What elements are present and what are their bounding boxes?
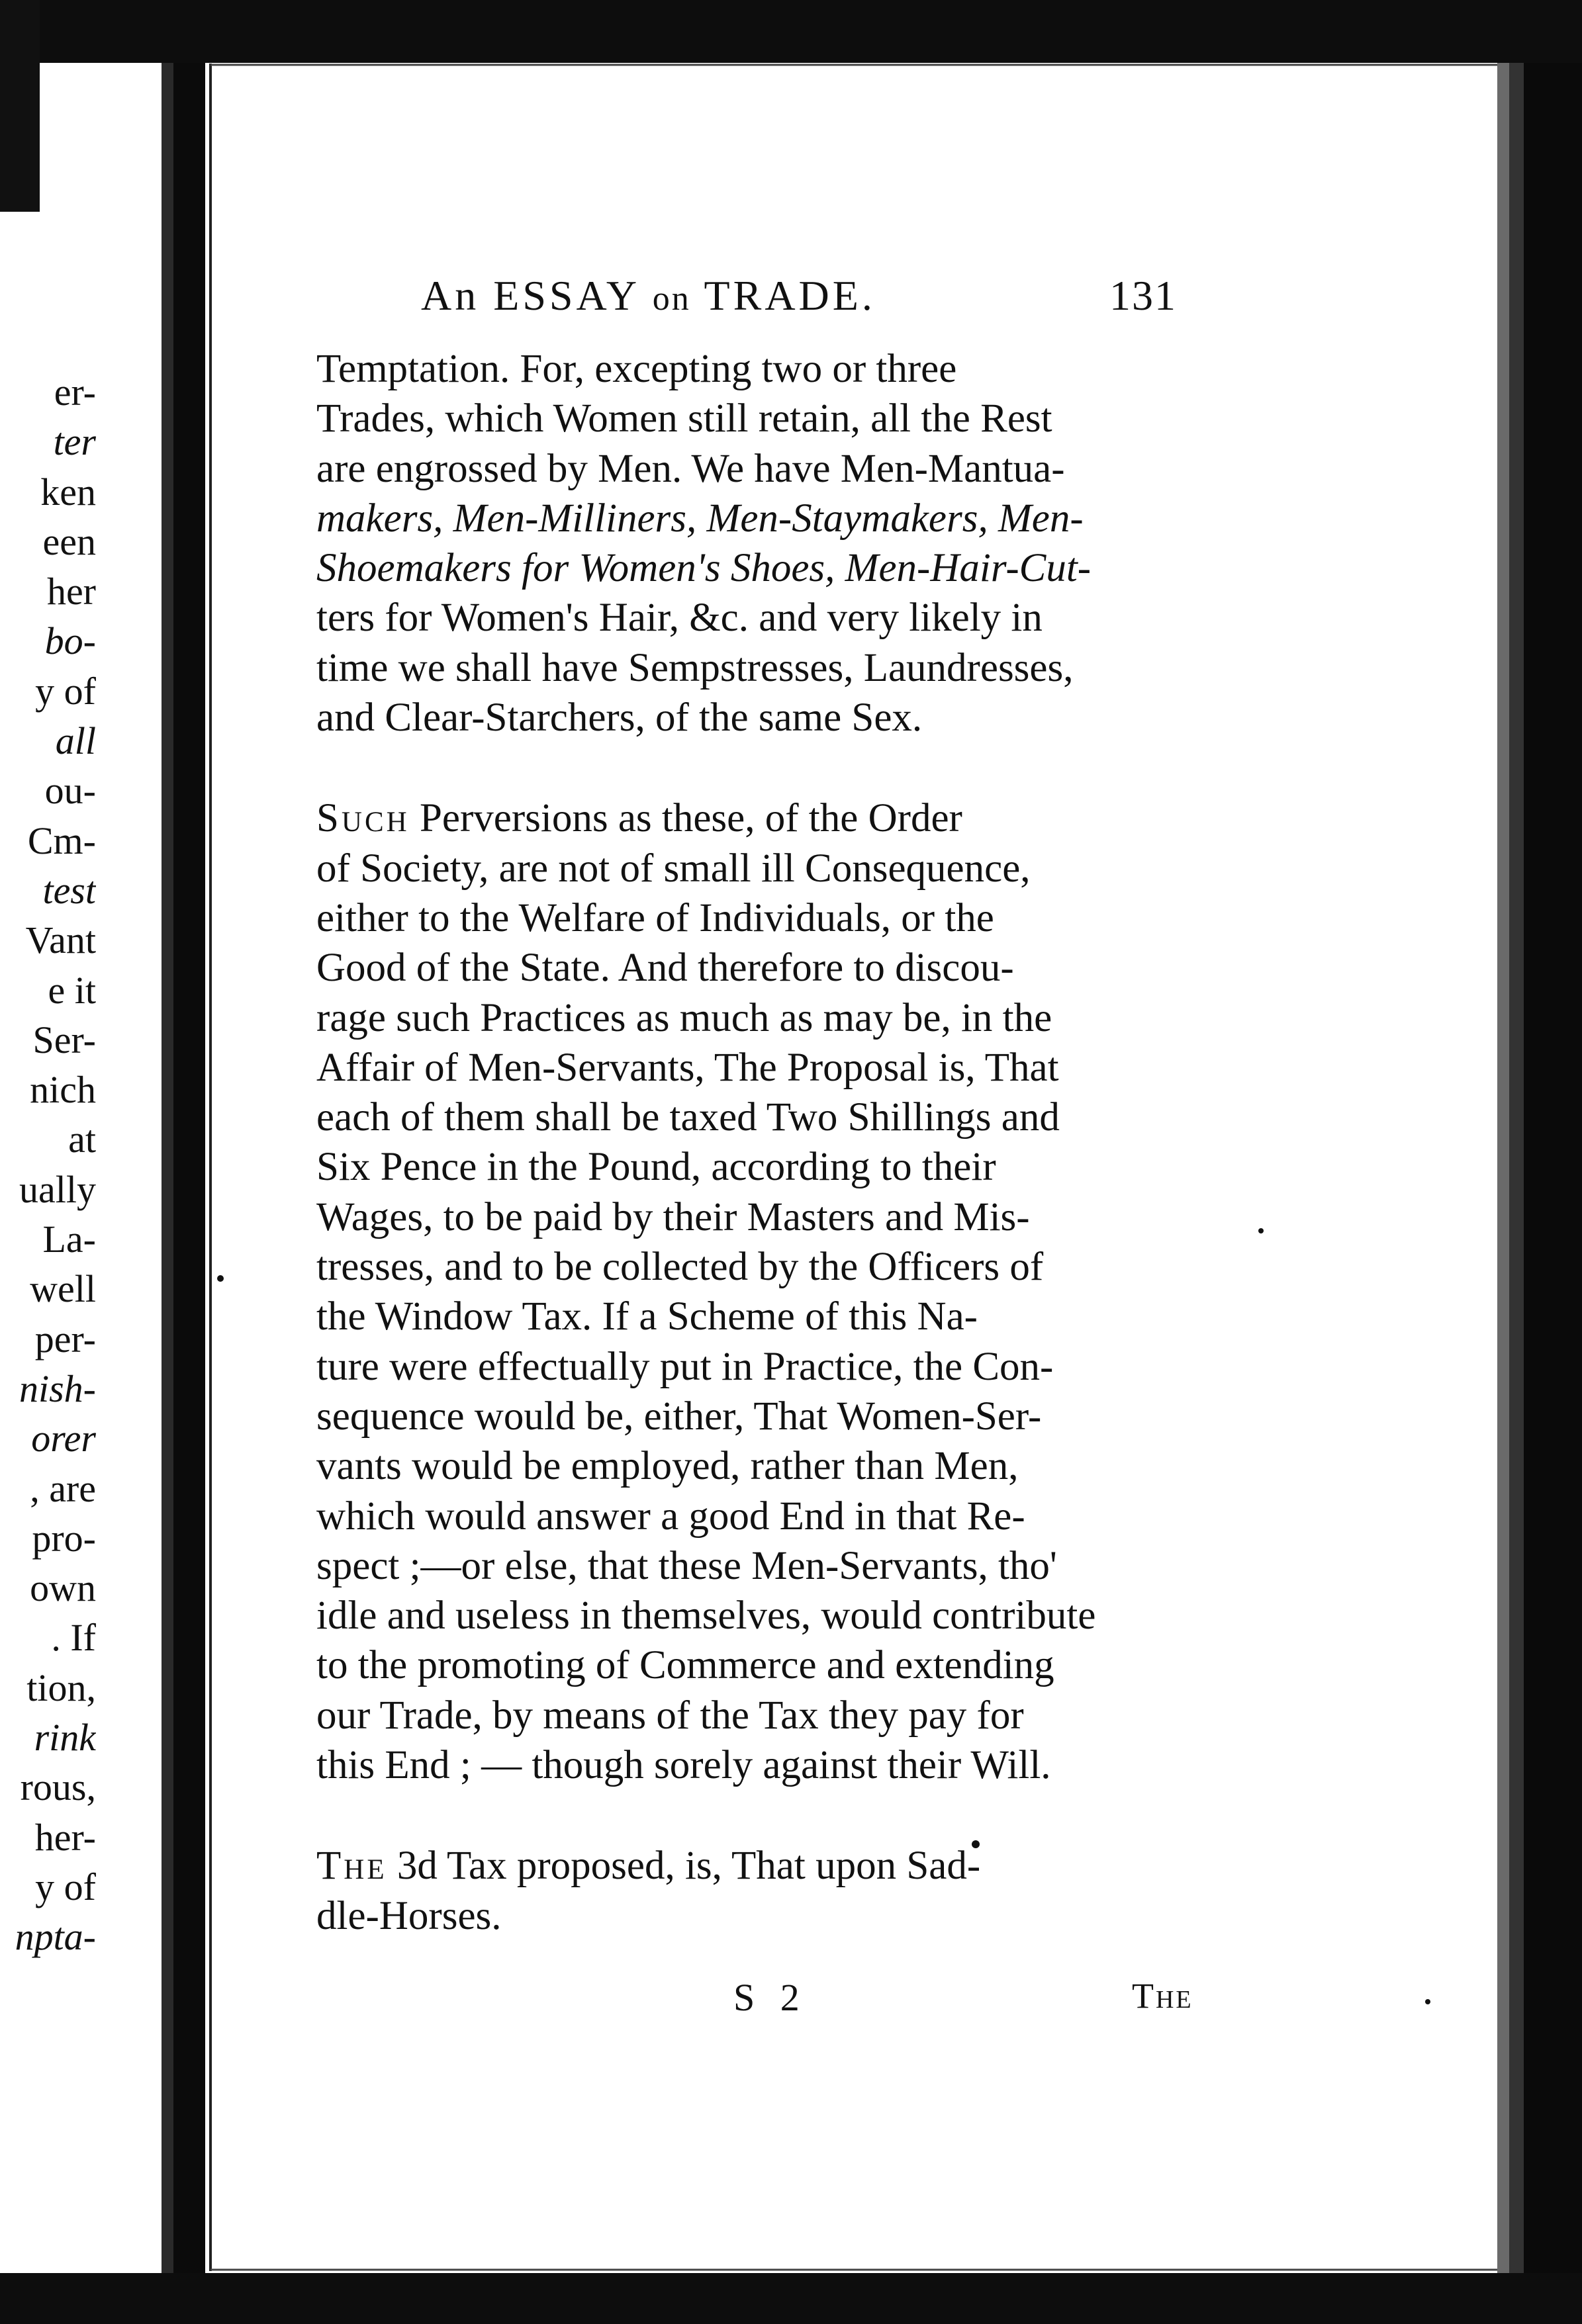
left-line: own — [30, 1566, 96, 1610]
left-line: npta- — [15, 1915, 96, 1959]
text-line: Wages, to be paid by their Masters and Mis- — [316, 1194, 1030, 1239]
left-line: nish- — [19, 1366, 96, 1410]
text-line: are engrossed by Men. We have Men-Mantua- — [316, 446, 1065, 491]
text-line: Temptation. For, excepting two or three — [316, 347, 957, 391]
paragraph-lead: Such — [316, 796, 410, 841]
text-line: this End ; — though sorely against their Will. — [316, 1743, 1051, 1788]
text-line: ture were effectually put in Practice, the Con- — [316, 1344, 1054, 1389]
running-header — [421, 271, 1215, 320]
left-line: well — [30, 1267, 96, 1311]
left-line: . If — [51, 1616, 96, 1660]
left-line: per- — [34, 1317, 96, 1361]
left-line: tion, — [26, 1666, 96, 1709]
left-line: nich — [30, 1068, 96, 1112]
text-line: of Society, are not of small ill Consequence, — [316, 846, 1031, 891]
left-line: ter — [53, 420, 96, 464]
text-line: Shoemakers for Women's Shoes, Men-Hair-Cut- — [316, 546, 1092, 591]
text-line — [316, 793, 1218, 843]
left-page-fragment — [0, 367, 96, 1962]
left-line: her — [46, 570, 96, 613]
text-run: Perversions as these, of the Order — [419, 796, 962, 841]
text-line: rage such Practices as much as may be, in the — [316, 995, 1052, 1040]
left-line: y of — [35, 669, 96, 713]
left-line: Cm- — [27, 819, 96, 862]
left-line: er- — [54, 371, 96, 414]
left-line: Ser- — [32, 1018, 96, 1061]
left-line: pro- — [32, 1516, 96, 1560]
text-line: makers, Men-Milliners, Men-Staymakers, Men- — [316, 496, 1084, 541]
text-line: Six Pence in the Pound, according to their — [316, 1145, 996, 1190]
header-word-an: An — [421, 272, 480, 319]
left-line: at — [68, 1118, 96, 1161]
catchword: The — [1132, 1976, 1193, 2016]
page-number: 131 — [1109, 272, 1177, 319]
text-line: Trades, which Women still retain, all the Rest — [316, 396, 1052, 441]
left-line: La- — [42, 1218, 96, 1261]
left-line: ou- — [44, 769, 96, 813]
text-line: and Clear-Starchers, of the same Sex. — [316, 695, 923, 740]
left-line: test — [42, 868, 96, 912]
text-line — [316, 1841, 1218, 1891]
left-line: ually — [19, 1167, 96, 1211]
text-line: time we shall have Sempstresses, Laundresses, — [316, 645, 1074, 690]
left-line: bo- — [44, 619, 96, 663]
page-body — [316, 344, 1218, 1941]
left-line: een — [42, 519, 96, 563]
paragraph-lead: The — [316, 1844, 387, 1889]
left-line: rous, — [20, 1765, 96, 1809]
header-word-trade: TRADE. — [704, 272, 876, 319]
text-line: tresses, and to be collected by the Officers of — [316, 1245, 1044, 1290]
left-line: all — [55, 719, 96, 763]
text-line: sequence would be, either, That Women-Ser- — [316, 1394, 1042, 1439]
text-line: either to the Welfare of Individuals, or the — [316, 895, 994, 940]
text-line: Affair of Men-Servants, The Proposal is, That — [316, 1045, 1059, 1090]
paragraph-1 — [316, 344, 1218, 742]
text-line: ters for Women's Hair, &c. and very likely in — [316, 596, 1043, 641]
paragraph-3 — [316, 1841, 1218, 1941]
text-line: Good of the State. And therefore to discou- — [316, 946, 1014, 991]
text-line: dle-Horses. — [316, 1893, 502, 1938]
left-line: y of — [35, 1865, 96, 1908]
left-line: rink — [34, 1716, 96, 1760]
left-line: ken — [40, 470, 96, 514]
left-line: orer — [31, 1417, 96, 1460]
text-line: idle and useless in themselves, would contribute — [316, 1593, 1096, 1638]
left-line: , are — [30, 1466, 96, 1510]
text-line: each of them shall be taxed Two Shillings and — [316, 1095, 1060, 1140]
left-line: her- — [34, 1815, 96, 1859]
text-line: which would answer a good End in that Re- — [316, 1494, 1025, 1539]
header-word-on: on — [652, 280, 691, 318]
text-run: 3d Tax proposed, is, That upon Sad- — [396, 1844, 981, 1889]
left-line: e it — [48, 968, 96, 1012]
text-line: vants would be employed, rather than Men, — [316, 1444, 1019, 1489]
signature-mark: S 2 — [733, 1976, 808, 2019]
left-line: Vant — [25, 918, 96, 962]
text-line: spect ;—or else, that these Men-Servants, tho' — [316, 1543, 1057, 1588]
text-line: our Trade, by means of the Tax they pay for — [316, 1693, 1024, 1738]
header-word-essay: ESSAY — [493, 272, 639, 319]
text-line: the Window Tax. If a Scheme of this Na- — [316, 1294, 978, 1339]
text-line: to the promoting of Commerce and extending — [316, 1643, 1054, 1688]
paragraph-2 — [316, 793, 1218, 1790]
